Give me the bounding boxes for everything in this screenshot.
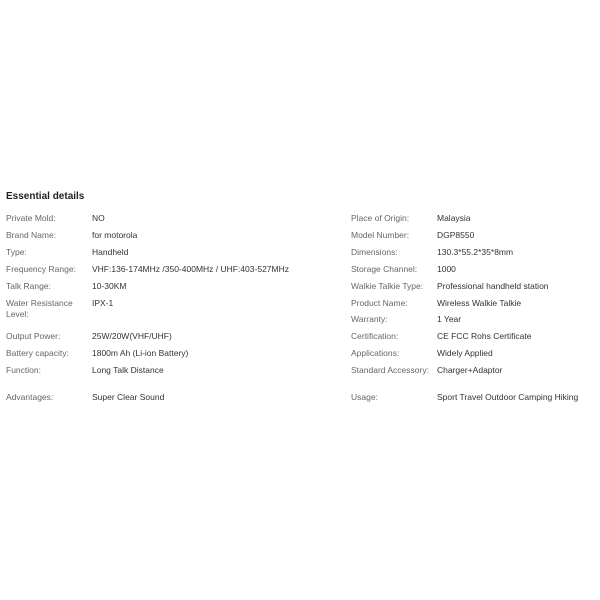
detail-label: Private Mold: bbox=[6, 213, 56, 223]
detail-value: 25W/20W(VHF/UHF) bbox=[92, 331, 172, 341]
detail-label: Brand Name: bbox=[6, 230, 57, 240]
detail-value: Handheld bbox=[92, 247, 129, 257]
detail-label: Dimensions: bbox=[351, 247, 398, 257]
detail-value: 1 Year bbox=[437, 314, 462, 324]
detail-value: Charger+Adaptor bbox=[437, 365, 503, 375]
detail-value: 1800m Ah (Li-ion Battery) bbox=[92, 348, 189, 358]
detail-value: IPX-1 bbox=[92, 298, 114, 308]
details-columns bbox=[6, 213, 596, 409]
detail-row-storage-channel bbox=[351, 264, 596, 281]
detail-value: Long Talk Distance bbox=[92, 365, 164, 375]
detail-label: Function: bbox=[6, 365, 41, 375]
detail-value: 10-30KM bbox=[92, 281, 127, 291]
detail-value: 130.3*55.2*35*8mm bbox=[437, 247, 514, 257]
detail-value: DGP8550 bbox=[437, 230, 475, 240]
detail-row-warranty bbox=[351, 314, 596, 331]
detail-row-standard-accessory bbox=[351, 365, 596, 392]
detail-label: Battery capacity: bbox=[6, 348, 69, 358]
detail-row-walkie-talkie-type bbox=[351, 281, 596, 298]
detail-label: Water Resistance Level: bbox=[6, 298, 73, 319]
detail-row-dimensions bbox=[351, 247, 596, 264]
detail-label: Frequency Range: bbox=[6, 264, 76, 274]
detail-row-battery-capacity bbox=[6, 348, 351, 365]
detail-row-model-number bbox=[351, 230, 596, 247]
detail-label: Warranty: bbox=[351, 314, 388, 324]
details-column-right bbox=[351, 213, 596, 409]
section-title: Essential details bbox=[6, 191, 85, 202]
detail-row-usage bbox=[351, 392, 596, 409]
detail-row-private-mold bbox=[6, 213, 351, 230]
detail-label: Output Power: bbox=[6, 331, 61, 341]
detail-value: NO bbox=[92, 213, 105, 223]
detail-row-applications bbox=[351, 348, 596, 365]
detail-value: Sport Travel Outdoor Camping Hiking bbox=[437, 392, 579, 402]
detail-value: CE FCC Rohs Certificate bbox=[437, 331, 532, 341]
detail-row-water-resistance bbox=[6, 298, 351, 331]
detail-value: Super Clear Sound bbox=[92, 392, 165, 402]
detail-label: Talk Range: bbox=[6, 281, 51, 291]
detail-label: Product Name: bbox=[351, 298, 408, 308]
detail-value: 1000 bbox=[437, 264, 456, 274]
detail-row-talk-range bbox=[6, 281, 351, 298]
detail-label: Certification: bbox=[351, 331, 399, 341]
detail-label: Applications: bbox=[351, 348, 400, 358]
detail-value: for motorola bbox=[92, 230, 138, 240]
details-column-left bbox=[6, 213, 351, 409]
detail-row-certification bbox=[351, 331, 596, 348]
detail-label: Advantages: bbox=[6, 392, 54, 402]
essential-details-section bbox=[6, 190, 596, 409]
detail-value: VHF:136-174MHz /350-400MHz / UHF:403-527MHz bbox=[92, 264, 289, 274]
detail-label: Usage: bbox=[351, 392, 378, 402]
detail-row-place-of-origin bbox=[351, 213, 596, 230]
detail-label: Model Number: bbox=[351, 230, 410, 240]
detail-row-brand-name bbox=[6, 230, 351, 247]
detail-row-type bbox=[6, 247, 351, 264]
detail-row-function bbox=[6, 365, 351, 392]
detail-label: Place of Origin: bbox=[351, 213, 410, 223]
detail-row-output-power bbox=[6, 331, 351, 348]
detail-label: Standard Accessory: bbox=[351, 365, 429, 375]
detail-value: Malaysia bbox=[437, 213, 471, 223]
detail-value: Widely Applied bbox=[437, 348, 493, 358]
detail-label: Type: bbox=[6, 247, 27, 257]
detail-row-frequency-range bbox=[6, 264, 351, 281]
detail-row-product-name bbox=[351, 298, 596, 314]
detail-label: Storage Channel: bbox=[351, 264, 418, 274]
detail-label: Walkie Talkie Type: bbox=[351, 281, 424, 291]
detail-value: Wireless Walkie Talkie bbox=[437, 298, 522, 308]
detail-value: Professional handheld station bbox=[437, 281, 549, 291]
detail-row-advantages bbox=[6, 392, 351, 409]
